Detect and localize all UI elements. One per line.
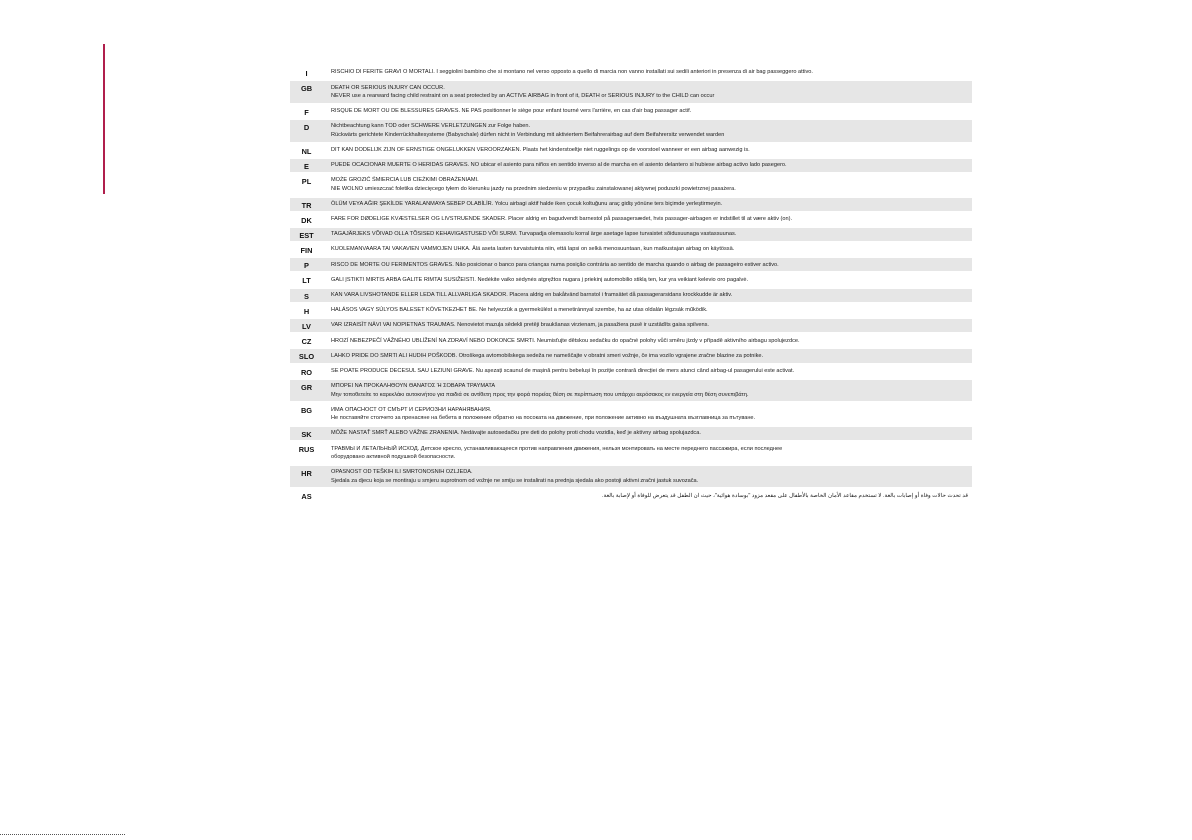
language-code: H [290,304,323,317]
warning-line: Не поставяйте столчето за пренасяне на бебета в положение обратно на посоката на движение, при положение активно на въздушната възглавница за пътуване. [331,415,756,422]
warning-line: DEATH OR SERIOUS INJURY CAN OCCUR. [331,84,445,91]
warning-line: HROZÍ NEBEZPEČÍ VÁŽNÉHO UBLÍŽENÍ NA ZDRAVÍ NEBO DOKONCE SMRTI. Neumisťujte dětskou sedačku do opačné polohy vůči směru jízdy v případě aktivního airbagu spolujezdce. [331,337,800,344]
warning-text [323,213,972,226]
warning-text [323,349,972,362]
warning-line: PUEDE OCACIONAR MUERTE O HERIDAS GRAVES. NO ubicar el asiento para niños en sentido inverso al de marcha en el asiento delantero si hubiese airbag activo lado pasegero. [331,162,787,169]
warning-row-h [290,304,972,317]
warning-row-as [290,489,972,502]
warning-line: TAGAJÄRJEKS VÕIVAD OLLA TÕSISED KEHAVIGASTUSED VÕI SURM. Turvapadja olemasolu korral ärge asetage lapse turvaistet sõidusuunaga vastassuunas. [331,231,737,238]
warning-text [323,289,972,302]
language-code: P [290,258,323,271]
language-code: RO [290,365,323,378]
warning-table-body [290,66,972,503]
warning-row-dk [290,213,972,226]
warning-line: ИМА ОПАСНОСТ ОТ СМЪРТ И СЕРИОЗНИ НАРАНЯВАНИЯ. [331,406,492,413]
warning-text [323,319,972,332]
warning-text [323,403,972,425]
warning-line: ТРАВМЫ И ЛЕТАЛЬНЫЙ ИСХОД. Детское кресло, устанавливающееся против направления движения, нельзя монтировать на месте переднего пассажира, если последнее [331,445,783,452]
footer-rule [0,834,125,835]
warning-line: KAN VARA LIVSHOTANDE ELLER LEDA TILL ALLVARLIGA SKADOR. Placera aldrig en bakåtvänd barnstol i framsätet då passagerarsidans krockkudde är aktiv. [331,292,733,299]
warning-line: MÔŽE NASTAŤ SMRŤ ALEBO VÁŽNE ZRANENIA. Nedávajte autosedačku pre deti do polohy proti chodu vozidla, keď je aktívny airbag spolujazdca. [331,430,701,437]
warning-text [323,273,972,286]
warning-line: Nichtbeachtung kann TOD oder SCHWERE VERLETZUNGEN zur Folge haben. [331,123,531,130]
language-code: EST [290,228,323,241]
warning-text [323,466,972,488]
warning-line: SE POATE PRODUCE DECESUL SAU LEZIUNI GRAVE. Nu așezați scaunul de mașină pentru bebeluși în poziție contrară direcției de mers atunci când airbag-ul pasagerului este activat. [331,367,795,374]
warning-row-sk [290,427,972,440]
warning-row-gr [290,380,972,402]
warning-text [323,144,972,157]
warning-line: GALI ĮSTIKTI MIRTIS ARBA GALITE RIMTAI SUSIŽEISTI. Nedėkite vaiko sėdynės atgręžtos nugara į priekinį automobilio stiklą ten, kur yra veikiant kelevio oro pagalvė. [331,276,749,283]
warning-line: KUOLEMANVAARA TAI VAKAVIEN VAMMOJEN UHKA. Älä aseta lasten turvaistuinta niin, että lapsi on selkä menosuuntaan, kun matkustajan airbag on käytössä. [331,246,735,253]
language-code: TR [290,198,323,211]
warning-row-nl [290,144,972,157]
warning-row-i [290,66,972,79]
language-code: PL [290,174,323,196]
language-code: AS [290,489,323,502]
margin-rule [103,44,105,194]
warning-text [323,243,972,256]
warning-row-f [290,105,972,118]
warning-text [323,174,972,196]
language-code: HR [290,466,323,488]
warning-line: VAR IZRAISĪT NĀVI VAI NOPIETNAS TRAUMAS. Nenovietot mazuļa sēdekli pretēji braukšanas virzienam, ja pasažiera pusē ir uzstādīts gaisa spilvens. [331,322,709,329]
language-code: GR [290,380,323,402]
warning-text [323,489,972,502]
warning-row-d [290,120,972,142]
warning-row-hr [290,466,972,488]
warning-line: Μην τοποθετείτε το καρεκλάκι αυτοκινήτου για παιδιά σε αντίθετη προς την φορά πορείας θέση σε περίπτωση που υπάρχει αερόσακος εν ενεργεία στη θέση συνεπιβάτη. [331,391,749,398]
warning-row-s [290,289,972,302]
language-code: BG [290,403,323,425]
warning-row-est [290,228,972,241]
language-code: D [290,120,323,142]
warning-line: Sjedala za djecu koja se montiraju u smjeru suprotnom od vožnje ne smiju se instalirati na prednja sjedala ako postoji aktivni zračni jastuk suvozača. [331,477,699,484]
warning-row-e [290,159,972,172]
language-code: F [290,105,323,118]
warning-row-pl [290,174,972,196]
warning-row-bg [290,403,972,425]
language-code: CZ [290,334,323,347]
warning-line: OPASNOST OD TEŠKIH ILI SMRTONOSNIH OZLJEDA. [331,469,473,476]
language-code: E [290,159,323,172]
language-code: RUS [290,442,323,464]
warning-text [323,365,972,378]
warning-text [323,120,972,142]
warning-line: LAHKO PRIDE DO SMRTI ALI HUDIH POŠKODB. Otroškega avtomobilskega sedeža ne nameščajte v obratni smeri vožnje, če ima vozilo vgrajene zračne blazine za potnike. [331,352,764,359]
warning-row-p [290,258,972,271]
warning-text [323,427,972,440]
airbag-warning-table [290,64,972,505]
warning-text [323,66,972,79]
warning-line: ΜΠΟΡΕΙ ΝΑ ΠΡΟΚΑΛΗΘΟΥΝ ΘΑΝΑΤΟΣ Ή ΣΟΒΑΡΑ ΤΡΑΥΜΑΤΑ [331,383,496,390]
warning-line: قد تحدث حالات وفاة أو إصابات بالغة. لا تستخدم مقاعد الأمان الخاصة بالأطفال على مقعد مزود "بوسادة هوائية"، حيث ان الطفل قد يتعرض للوفاة أو لإصابة بالغة. [602,492,968,499]
warning-line: Rückwärts gerichtete Kinderrückhaltesysteme (Babyschale) dürfen nicht in Verbindung mit aktiviertem Beifahrerairbag auf dem Beifahrersitz verwendet warden [331,131,725,138]
language-code: DK [290,213,323,226]
warning-row-tr [290,198,972,211]
warning-text [323,81,972,103]
warning-text [323,380,972,402]
warning-text [323,442,972,464]
warning-line: FARE FOR DØDELIGE KVÆSTELSER OG LIVSTRUENDE SKADER. Placer aldrig en bagudvendt barnestol på passagersædet, hvis passager-airbagen er indstillet til at være aktiv (on). [331,216,793,223]
warning-line: ÖLÜM VEYA AĞIR ŞEKİLDE YARALANMAYA SEBEP OLABİLİR. Yolcu airbagi aktif halde iken çocuk koltuğunu araç gidiş yönüne ters biçimde yerleştirmeyin. [331,200,723,207]
warning-row-ro [290,365,972,378]
language-code: S [290,289,323,302]
warning-row-rus [290,442,972,464]
warning-line: RISQUE DE MORT OU DE BLESSURES GRAVES. NE PAS positionner le siège pour enfant tourné vers l'arrière, en cas d'air bag passager actif. [331,108,692,115]
warning-row-gb [290,81,972,103]
warning-text [323,304,972,317]
language-code: LT [290,273,323,286]
warning-text [323,105,972,118]
warning-line: HALÁSOS VAGY SÚLYOS BALESET KÖVETKEZHET BE. Ne helyezzük a gyermekülést a menetiránnyal szembe, ha az utas oldalán légzsák működik. [331,307,708,314]
language-code: I [290,66,323,79]
language-code: GB [290,81,323,103]
warning-text [323,228,972,241]
warning-row-lv [290,319,972,332]
warning-row-slo [290,349,972,362]
language-code: SLO [290,349,323,362]
warning-text [323,334,972,347]
warning-row-lt [290,273,972,286]
warning-text [323,159,972,172]
language-code: SK [290,427,323,440]
warning-line: RISCHIO DI FERITE GRAVI O MORTALI. I seggiolini bambino che si montano nel verso opposto a quello di marcia non vanno installati sui sedili anteriori in presenza di air bag passeggero attivo. [331,69,813,76]
language-code: NL [290,144,323,157]
language-code: FIN [290,243,323,256]
warning-text [323,198,972,211]
warning-line: NIE WOLNO umieszczać foletika dziecięcego tyłem do kierunku jazdy na przednim siedzeniu w przypadku zainstalowanej aktywnej poduszki powietrznej pasażera. [331,185,736,192]
warning-row-cz [290,334,972,347]
warning-text [323,258,972,271]
warning-line: MOŻE GROZIĆ ŚMIERCIA LUB CIEŻKIMI OBRAŻENIAMI. [331,177,479,184]
warning-line: оборудовано активной подушкой безопасности. [331,453,456,460]
warning-row-fin [290,243,972,256]
warning-line: DIT KAN DODELIJK ZIJN OF ERNSTIGE ONGELUKKEN VEROORZAKEN. Plaats het kinderstoeltje niet ruggelings op de voorstoel wanneer er een airbag aanwezig is. [331,146,750,153]
warning-line: NEVER use a rearward facing child restraint on a seat protected by an ACTIVE AIRBAG in front of it, DEATH or SERIOUS INJURY to the CHILD can occur [331,92,715,99]
language-code: LV [290,319,323,332]
warning-line: RISCO DE MORTE OU FERIMENTOS GRAVES. Não posicionar o banco para crianças numa posição contrária ao sentido de marcha quando o airbag de passageiro estiver activo. [331,261,779,268]
